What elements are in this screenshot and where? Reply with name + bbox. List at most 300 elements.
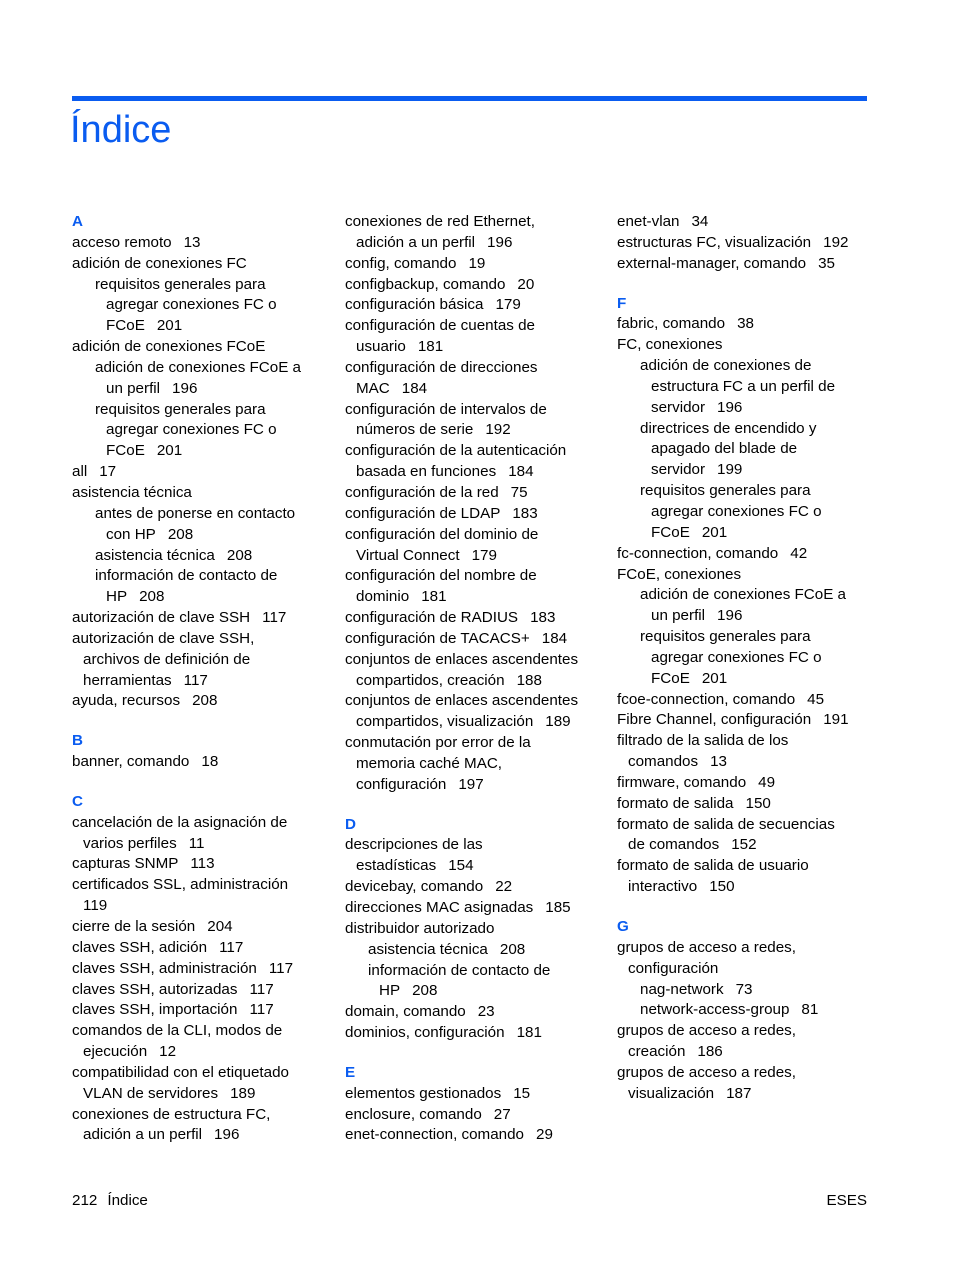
page-number: 212 <box>72 1192 98 1209</box>
index-entry-text: configuración del nombre de <box>345 567 537 585</box>
index-entry <box>72 1042 337 1063</box>
index-entry-text: autorización de clave SSH, <box>72 629 255 647</box>
index-entry <box>345 671 610 692</box>
index-entry-text: configuración de intervalos de <box>345 400 547 418</box>
index-page-ref[interactable]: 192 <box>823 233 849 251</box>
index-page-ref[interactable]: 179 <box>495 296 521 314</box>
index-entry <box>345 981 610 1002</box>
index-page-ref[interactable]: 12 <box>159 1043 177 1061</box>
index-entry <box>617 335 872 356</box>
index-page-ref[interactable]: 196 <box>717 398 743 416</box>
index-entry-text: configuración de la autenticación <box>345 442 567 460</box>
index-page-ref[interactable]: 187 <box>726 1084 752 1102</box>
index-page-ref[interactable]: 150 <box>709 878 735 896</box>
index-entry <box>345 400 610 421</box>
index-page-ref[interactable]: 17 <box>99 463 117 481</box>
index-entry <box>345 629 610 650</box>
index-entry <box>617 565 872 586</box>
index-page-ref[interactable]: 181 <box>417 338 444 356</box>
index-entry-text: external-manager, comando <box>617 254 807 272</box>
index-page-ref[interactable]: 150 <box>745 794 771 812</box>
index-page-ref[interactable]: 184 <box>541 629 568 647</box>
index-page-ref[interactable]: 204 <box>207 918 233 935</box>
index-page-ref[interactable]: 183 <box>530 609 556 627</box>
index-entry-text: servidor <box>651 398 706 416</box>
index-entry-text: direcciones MAC asignadas <box>345 899 534 916</box>
index-entry-text: usuario <box>356 338 406 356</box>
index-entry-text: configuración básica <box>345 296 484 314</box>
index-entry <box>617 419 872 440</box>
index-page-ref[interactable]: 186 <box>697 1043 723 1061</box>
index-page-ref[interactable]: 201 <box>156 442 183 460</box>
index-entry <box>72 896 337 917</box>
index-entry-text: estadísticas <box>356 857 437 875</box>
index-entry <box>345 233 610 254</box>
index-entry-text: devicebay, comando <box>345 878 484 896</box>
index-page-ref[interactable]: 184 <box>508 463 534 481</box>
index-entry-text: filtrado de la salida de los <box>617 732 789 750</box>
index-entry-text: FCoE <box>106 317 145 335</box>
index-entry-text: memoria caché MAC, <box>356 754 503 772</box>
index-entry <box>345 691 610 712</box>
index-entry-text: FCoE <box>651 669 690 687</box>
index-entry-text: adición de conexiones FCoE a <box>95 358 302 376</box>
index-entry <box>72 959 337 980</box>
index-page-ref[interactable]: 208 <box>167 525 194 543</box>
index-entry-text: capturas SNMP <box>72 855 179 873</box>
index-entry <box>617 669 872 690</box>
index-entry <box>617 835 872 856</box>
index-entry <box>72 566 337 587</box>
index-page-ref[interactable]: 73 <box>735 980 753 998</box>
index-page-ref[interactable]: 15 <box>513 1084 531 1102</box>
index-page-ref[interactable]: 208 <box>499 940 526 958</box>
index-entry-text: dominios, configuración <box>345 1024 505 1042</box>
index-entry-text: claves SSH, importación <box>72 1001 238 1019</box>
index-entry <box>345 566 610 587</box>
index-entry <box>72 834 337 855</box>
index-page-ref[interactable]: 20 <box>517 275 535 293</box>
index-entry <box>72 629 337 650</box>
index-entry-text: creación <box>628 1043 686 1061</box>
index-entry <box>72 752 337 773</box>
index-entry <box>345 856 610 877</box>
index-entry <box>72 504 337 525</box>
index-entry-text: servidor <box>651 461 706 479</box>
index-page-ref[interactable]: 199 <box>717 461 743 479</box>
index-entry <box>617 377 872 398</box>
index-page-ref[interactable]: 184 <box>401 379 428 397</box>
index-entry-text: asistencia técnica <box>368 940 488 958</box>
index-entry <box>345 358 610 379</box>
index-entry <box>72 254 337 275</box>
index-entry-text: formato de salida de usuario <box>617 857 809 875</box>
index-entry <box>345 587 610 608</box>
index-entry-text: all <box>72 463 88 481</box>
index-page-ref[interactable]: 196 <box>214 1126 240 1144</box>
index-page-ref[interactable]: 197 <box>458 775 484 793</box>
index-entry <box>345 1023 610 1044</box>
index-entry <box>72 1000 337 1021</box>
index-entry-text: configuración <box>356 775 447 793</box>
index-entry-text: adición a un perfil <box>83 1126 203 1144</box>
index-page-ref[interactable]: 13 <box>183 233 201 251</box>
index-entry-text: configuración de LDAP <box>345 504 501 522</box>
index-page-ref[interactable]: 188 <box>516 671 542 689</box>
index-page-ref[interactable]: 196 <box>717 607 743 625</box>
index-entry-text: grupos de acceso a redes, <box>617 1022 796 1040</box>
index-entry <box>345 483 610 504</box>
index-page-ref[interactable]: 75 <box>510 483 528 501</box>
index-entry-text: compartidos, creación <box>356 671 505 689</box>
index-page-ref[interactable]: 183 <box>512 504 538 522</box>
index-page-ref[interactable]: 179 <box>471 546 497 564</box>
index-entry <box>345 775 610 796</box>
index-entry-text: un perfil <box>651 607 706 625</box>
index-entry-text: requisitos generales para <box>640 482 811 500</box>
index-entry-text: archivos de definición de <box>83 650 251 668</box>
index-entry-text: estructuras FC, visualización <box>617 233 812 251</box>
index-entry-text: distribuidor autorizado <box>345 919 495 937</box>
index-entry-text: acceso remoto <box>72 233 172 251</box>
index-entry-text: información de contacto de <box>368 961 551 979</box>
index-entry <box>72 1084 337 1105</box>
index-page-ref[interactable]: 119 <box>83 897 108 915</box>
index-entry-text: configuración de cuentas de <box>345 317 535 335</box>
index-column-3 <box>617 212 872 1105</box>
index-entry <box>72 917 337 938</box>
index-entry-text: un perfil <box>106 379 161 397</box>
index-entry-text: agregar conexiones FC o <box>106 421 277 439</box>
index-entry <box>72 875 337 896</box>
index-entry <box>345 441 610 462</box>
index-entry <box>617 1084 872 1105</box>
index-entry-text: claves SSH, autorizadas <box>72 980 238 998</box>
index-entry <box>72 980 337 1001</box>
index-entry <box>617 254 872 275</box>
index-entry <box>72 275 337 296</box>
index-entry <box>345 275 610 296</box>
index-page-ref[interactable]: 81 <box>801 1001 819 1019</box>
index-entry-text: directrices de encendido y <box>640 419 817 437</box>
index-entry <box>345 1002 610 1023</box>
index-entry <box>617 544 872 565</box>
index-page-ref[interactable]: 181 <box>421 588 447 606</box>
index-page-ref[interactable]: 189 <box>545 713 571 731</box>
index-page-ref[interactable]: 189 <box>230 1084 256 1102</box>
index-entry-text: config, comando <box>345 254 457 272</box>
index-entry <box>345 940 610 961</box>
index-entry-text: cancelación de la asignación de <box>72 813 288 831</box>
index-entry-text: grupos de acceso a redes, <box>617 1063 796 1081</box>
index-entry-text: claves SSH, administración <box>72 959 257 977</box>
index-entry-text: antes de ponerse en contacto <box>95 504 296 522</box>
index-entry-text: FC, conexiones <box>617 336 723 354</box>
index-page-ref[interactable]: 208 <box>139 588 165 606</box>
index-entry-text: herramientas <box>83 671 172 689</box>
index-letter-heading: G <box>617 918 629 935</box>
index-entry <box>617 627 872 648</box>
index-entry <box>72 546 337 567</box>
index-entry-text: claves SSH, adición <box>72 938 208 956</box>
index-page-ref[interactable]: 196 <box>172 379 198 397</box>
index-entry-text: conexiones de estructura FC, <box>72 1105 271 1123</box>
index-entry-text: apagado del blade de <box>651 440 798 458</box>
index-page-ref[interactable]: 208 <box>192 692 218 710</box>
index-page-ref[interactable]: 42 <box>790 544 808 562</box>
index-entry-text: FCoE <box>651 523 690 541</box>
index-entry-text: Fibre Channel, configuración <box>617 711 812 729</box>
index-entry <box>345 337 610 358</box>
index-entry <box>345 919 610 940</box>
index-entry-text: configuración de la red <box>345 483 499 501</box>
index-entry-text: adición de conexiones FCoE <box>72 338 266 356</box>
index-page-ref[interactable]: 192 <box>485 421 511 439</box>
index-entry-text: certificados SSL, administración <box>72 876 289 894</box>
index-entry-text: comandos <box>628 753 699 771</box>
index-page-ref[interactable]: 19 <box>468 254 486 272</box>
index-entry-text: requisitos generales para <box>640 628 811 646</box>
index-page-ref[interactable]: 208 <box>226 546 253 564</box>
index-entry <box>345 462 610 483</box>
index-page-ref[interactable]: 38 <box>737 315 754 333</box>
index-page-ref[interactable]: 185 <box>545 899 571 916</box>
index-entry-text: compatibilidad con el etiquetado <box>72 1063 289 1081</box>
index-entry <box>617 1000 872 1021</box>
index-page-ref[interactable]: 117 <box>262 609 287 627</box>
index-entry-text: agregar conexiones FC o <box>651 648 822 666</box>
index-page-ref[interactable]: 201 <box>701 669 728 687</box>
index-entry <box>72 691 337 712</box>
index-entry-text: configbackup, comando <box>345 275 506 293</box>
index-entry-text: adición de conexiones de <box>640 357 812 375</box>
index-entry <box>617 731 872 752</box>
index-entry <box>345 835 610 856</box>
index-entry <box>617 815 872 836</box>
index-entry-text: información de contacto de <box>95 567 278 585</box>
index-entry <box>617 212 872 233</box>
index-letter-heading: E <box>345 1063 356 1081</box>
index-entry <box>72 587 337 608</box>
index-entry-text: agregar conexiones FC o <box>651 502 822 520</box>
index-entry-text: configuración del dominio de <box>345 525 539 543</box>
index-entry-text: conmutación por error de la <box>345 734 531 752</box>
footer-section: Índice <box>107 1192 148 1209</box>
index-entry-text: conjuntos de enlaces ascendentes <box>345 692 579 710</box>
index-entry-text: visualización <box>628 1084 715 1102</box>
index-entry <box>345 295 610 316</box>
index-page-ref[interactable]: 49 <box>758 773 776 791</box>
index-page-ref[interactable]: 18 <box>201 753 219 771</box>
page-title: Índice <box>70 109 172 151</box>
index-entry <box>617 523 872 544</box>
index-page-ref[interactable]: 35 <box>818 254 836 272</box>
index-entry <box>72 358 337 379</box>
index-entry <box>345 254 610 275</box>
index-entry <box>345 316 610 337</box>
index-entry <box>617 877 872 898</box>
index-entry-text: cierre de la sesión <box>72 918 196 935</box>
index-entry-text: interactivo <box>628 878 698 896</box>
index-entry-text: adición de conexiones FC <box>72 254 247 272</box>
index-entry <box>72 1125 337 1146</box>
index-entry <box>617 460 872 481</box>
index-entry <box>345 712 610 733</box>
index-entry <box>345 898 610 919</box>
index-entry-text: estructura FC a un perfil de <box>651 377 836 395</box>
index-entry <box>72 337 337 358</box>
index-entry <box>617 959 872 980</box>
index-entry-text: fc-connection, comando <box>617 544 779 562</box>
index-letter-heading: A <box>72 213 83 230</box>
index-entry-text: domain, comando <box>345 1003 466 1021</box>
index-entry <box>345 212 610 233</box>
index-entry-text: enet-connection, comando <box>345 1126 524 1144</box>
index-entry-text: varios perfiles <box>83 834 177 852</box>
index-page-ref[interactable]: 27 <box>493 1105 511 1123</box>
index-entry-text: enet-vlan <box>617 213 680 230</box>
index-column-1 <box>72 212 337 1146</box>
index-entry <box>617 439 872 460</box>
index-entry-text: adición de conexiones FCoE a <box>640 586 847 604</box>
index-entry-text: VLAN de servidores <box>83 1084 219 1102</box>
index-entry-text: MAC <box>356 379 390 397</box>
index-entry <box>72 379 337 400</box>
index-page-ref[interactable]: 154 <box>448 857 474 875</box>
index-entry <box>617 794 872 815</box>
index-page-ref[interactable]: 23 <box>477 1003 495 1021</box>
index-entry <box>617 1063 872 1084</box>
index-entry <box>345 1084 610 1105</box>
index-entry <box>72 1105 337 1126</box>
index-entry <box>345 650 610 671</box>
index-entry <box>72 441 337 462</box>
index-entry-text: conjuntos de enlaces ascendentes <box>345 650 579 668</box>
index-letter-heading: D <box>345 815 356 833</box>
index-entry-text: ayuda, recursos <box>72 692 181 710</box>
index-entry-text: banner, comando <box>72 753 190 771</box>
index-page-ref[interactable]: 117 <box>219 938 244 956</box>
index-page-ref[interactable]: 152 <box>731 836 757 854</box>
index-page-ref[interactable]: 117 <box>249 980 274 998</box>
index-entry <box>345 754 610 775</box>
index-entry <box>72 1021 337 1042</box>
index-page-ref[interactable]: 29 <box>536 1126 553 1144</box>
index-entry <box>345 608 610 629</box>
index-entry <box>617 481 872 502</box>
index-entry-text: FCoE, conexiones <box>617 565 742 583</box>
index-entry <box>617 1021 872 1042</box>
index-entry <box>617 585 872 606</box>
index-entry-text: configuración de RADIUS <box>345 609 519 627</box>
index-entry <box>72 608 337 629</box>
index-entry <box>345 877 610 898</box>
index-page-ref[interactable]: 191 <box>823 711 849 729</box>
index-page-ref[interactable]: 45 <box>807 690 825 708</box>
index-entry-text: autorización de clave SSH <box>72 609 251 627</box>
index-entry <box>617 398 872 419</box>
index-entry <box>617 502 872 523</box>
index-entry <box>345 961 610 982</box>
index-entry <box>617 314 872 335</box>
index-entry <box>617 690 872 711</box>
footer-right: ESES <box>826 1192 867 1209</box>
index-entry <box>345 546 610 567</box>
index-entry-text: compartidos, visualización <box>356 713 534 731</box>
index-entry <box>72 420 337 441</box>
index-entry-text: enclosure, comando <box>345 1105 482 1123</box>
index-page-ref[interactable]: 201 <box>156 317 183 335</box>
index-letter-heading: C <box>72 792 83 810</box>
index-entry-text: network-access-group <box>640 1001 790 1019</box>
index-page-ref[interactable]: 11 <box>188 834 205 852</box>
index-page-ref[interactable]: 22 <box>495 878 513 896</box>
index-entry <box>617 1042 872 1063</box>
index-letter-heading: B <box>72 732 83 750</box>
index-entry <box>72 295 337 316</box>
index-page-ref[interactable]: 208 <box>412 982 438 1000</box>
index-page-ref[interactable]: 13 <box>710 753 727 771</box>
index-entry-text: Virtual Connect <box>356 546 460 564</box>
index-entry-text: de comandos <box>628 836 720 854</box>
index-entry-text: agregar conexiones FC o <box>106 296 277 314</box>
index-entry-text: HP <box>379 982 401 1000</box>
index-entry-text: adición a un perfil <box>356 233 476 251</box>
index-entry-text: con HP <box>106 525 156 543</box>
index-entry-text: fabric, comando <box>617 315 726 333</box>
index-page-ref[interactable]: 117 <box>268 959 294 977</box>
index-entry-text: basada en funciones <box>356 463 497 481</box>
index-page-ref[interactable]: 34 <box>691 213 709 230</box>
index-entry <box>617 773 872 794</box>
index-entry-text: HP <box>106 588 128 606</box>
index-page-ref[interactable]: 181 <box>516 1024 542 1042</box>
index-entry <box>72 1063 337 1084</box>
index-entry <box>345 379 610 400</box>
index-page-ref[interactable]: 201 <box>701 523 728 541</box>
index-page-ref[interactable]: 196 <box>487 233 513 251</box>
index-entry <box>72 813 337 834</box>
index-page-ref[interactable]: 117 <box>249 1001 274 1019</box>
index-page-ref[interactable]: 113 <box>190 855 215 873</box>
index-entry <box>617 938 872 959</box>
index-entry-text: números de serie <box>356 421 474 439</box>
index-letter-heading: F <box>617 294 627 312</box>
index-entry-text: formato de salida <box>617 794 734 812</box>
index-entry <box>72 483 337 504</box>
index-entry <box>345 504 610 525</box>
index-entry-text: descripciones de las <box>345 836 483 854</box>
index-entry-text: comandos de la CLI, modos de <box>72 1022 283 1040</box>
index-entry-text: formato de salida de secuencias <box>617 815 835 833</box>
index-entry <box>72 316 337 337</box>
index-entry-text: asistencia técnica <box>72 483 192 501</box>
index-entry <box>72 233 337 254</box>
index-entry <box>72 462 337 483</box>
index-entry <box>617 356 872 377</box>
index-entry <box>345 1105 610 1126</box>
index-entry <box>617 710 872 731</box>
index-entry <box>617 606 872 627</box>
index-entry-text: grupos de acceso a redes, <box>617 938 796 956</box>
index-entry-text: asistencia técnica <box>95 546 215 564</box>
index-entry <box>72 671 337 692</box>
index-entry-text: conexiones de red Ethernet, <box>345 213 535 230</box>
index-entry <box>617 980 872 1001</box>
index-page-ref[interactable]: 117 <box>183 671 208 689</box>
index-entry <box>345 525 610 546</box>
index-entry-text: elementos gestionados <box>345 1084 502 1102</box>
